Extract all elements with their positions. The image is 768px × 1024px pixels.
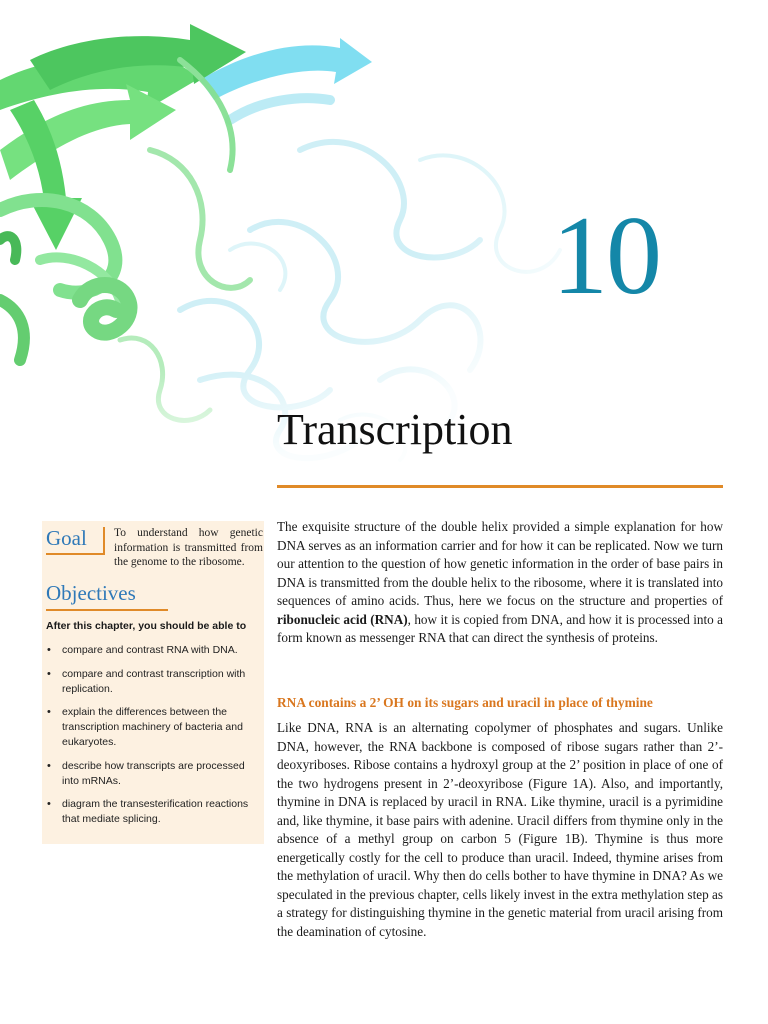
rna-term: ribonucleic acid (RNA)	[277, 611, 408, 627]
objective-item: • compare and contrast RNA with DNA.	[46, 643, 262, 658]
objectives-heading: Objectives	[46, 581, 136, 605]
objective-list	[46, 643, 262, 836]
objectives-lead: After this chapter, you should be able to	[46, 620, 247, 632]
goal-text: To understand how genetic information is transmitted from the genome to the ribosome.	[114, 527, 263, 568]
goal-objectives-sidebar	[42, 521, 264, 844]
objectives-underline	[46, 609, 168, 611]
rna-structure-paragraph: Like DNA, RNA is an alternating copolymer of phosphates and sugars. Unlike DNA, however, the RNA backbone is composed of ribose sugars rather than 2’-deoxyriboses. Ribose contains a hydroxyl group at the 2’ position in place of one of the two hydrogens present in 2’-deoxyribose (Figure 1A). Also, and importantly, thymine in DNA is replaced by uracil in RNA. Like thymine, uracil is a pyrimidine and, like thymine, it base pairs with adenine. Uracil differs from thymine only in the absence of a methyl group on carbon 5 (Figure 1B). Thymine is thus more energetically costly for the cell to produce than uracil. Indeed, thymine arises from the methylation of uracil. Why then do cells bother to have thymine in DNA? As we speculated in the previous chapter, cells likely invest in the extra methylation step as a strategy for distinguishing thymine in the genetic material from uracil arising from the deamination of cytosine.	[277, 720, 723, 940]
objective-item: • compare and contrast transcription with replication.	[46, 667, 262, 697]
intro-text-2: , how it is copied from DNA, and how it is processed into a form known as messenger RNA that can direct the synthesis of proteins.	[277, 611, 723, 646]
intro-text-1: The exquisite structure of the double helix provided a simple explanation for how DNA serves as an information carrier and for how it can be replicated. Now we turn our attention to the question of how genetic information in the order of base pairs in DNA is transmitted from the double helix to the ribosome, where it is translated into sequences of amino acids. Thus, here we focus on the structure and properties of	[277, 519, 723, 609]
title-divider	[277, 485, 723, 488]
goal-heading: Goal	[46, 526, 87, 550]
section-heading: RNA contains a 2’ OH on its sugars and uracil in place of thymine	[277, 695, 653, 710]
intro-paragraph	[277, 518, 723, 648]
objective-item: • diagram the transesterification reactions that mediate splicing.	[46, 797, 262, 827]
goal-underline	[46, 553, 105, 555]
chapter-number: 10	[552, 194, 660, 318]
objective-item: • describe how transcripts are processed into mRNAs.	[46, 759, 262, 789]
chapter-title: Transcription	[277, 405, 513, 454]
goal-divider	[103, 527, 105, 553]
objective-item: • explain the differences between the transcription machinery of bacteria and eukaryotes.	[46, 705, 262, 750]
